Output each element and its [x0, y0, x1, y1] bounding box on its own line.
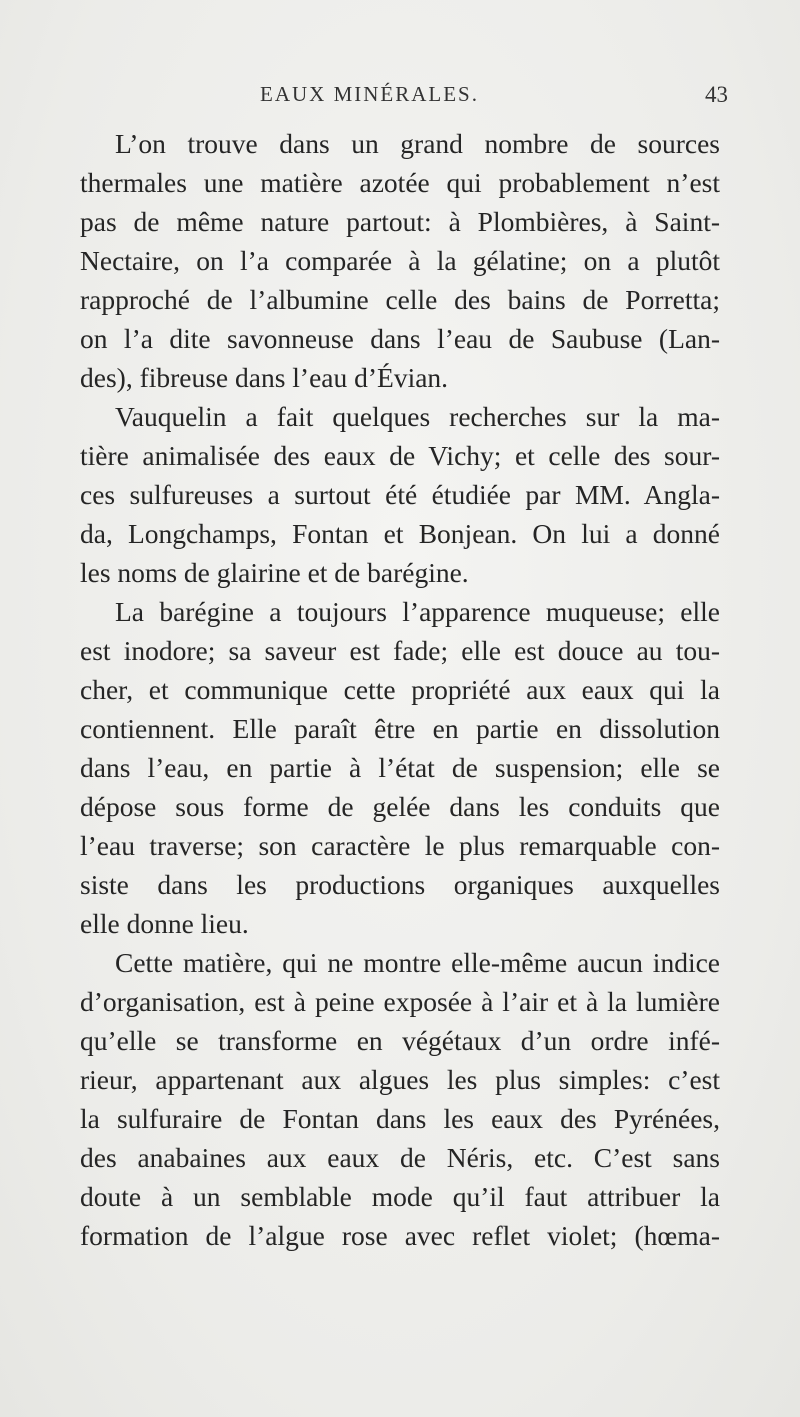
- text-line: l’eau traverse; son caractère le plus remarquable con-: [80, 830, 720, 861]
- text-line: formation de l’algue rose avec reflet violet; (hœma-: [80, 1220, 720, 1251]
- page-number: 43: [705, 82, 728, 107]
- text-line: La barégine a toujours l’apparence muqueuse; elle: [115, 596, 720, 627]
- text-line: cher, et communique cette propriété aux eaux qui la: [80, 674, 720, 705]
- text-line: rieur, appartenant aux algues les plus simples: c’est: [80, 1064, 720, 1095]
- text-line: on l’a dite savonneuse dans l’eau de Saubuse (Lan-: [80, 323, 720, 354]
- text-line: qu’elle se transforme en végétaux d’un ordre infé-: [80, 1025, 720, 1056]
- text-line: L’on trouve dans un grand nombre de sources: [115, 128, 720, 159]
- text-line: dans l’eau, en partie à l’état de suspension; elle se: [80, 752, 720, 783]
- running-title: EAUX MINÉRALES.: [260, 82, 479, 106]
- text-line: des anabaines aux eaux de Néris, etc. C’est sans: [80, 1142, 720, 1173]
- text-line: pas de même nature partout: à Plombières, à Saint-: [80, 206, 720, 237]
- text-line: rapproché de l’albumine celle des bains de Porretta;: [80, 284, 720, 315]
- text-line: contiennent. Elle paraît être en partie en dissolution: [80, 713, 720, 744]
- text-line: est inodore; sa saveur est fade; elle est douce au tou-: [80, 635, 720, 666]
- text-line: des), fibreuse dans l’eau d’Évian.: [80, 362, 449, 393]
- text-line: ces sulfureuses a surtout été étudiée par MM. Angla-: [80, 479, 720, 510]
- text-line: les noms de glairine et de barégine.: [80, 557, 469, 588]
- text-line: la sulfuraire de Fontan dans les eaux des Pyrénées,: [80, 1103, 720, 1134]
- text-line: da, Longchamps, Fontan et Bonjean. On lui a donné: [80, 518, 720, 549]
- text-line: Nectaire, on l’a comparée à la gélatine; on a plutôt: [80, 245, 720, 276]
- page-header: [0, 82, 800, 112]
- text-line: Cette matière, qui ne montre elle-même aucun indice: [115, 947, 720, 978]
- text-line: thermales une matière azotée qui probablement n’est: [80, 167, 720, 198]
- text-line: siste dans les productions organiques auxquelles: [80, 869, 720, 900]
- text-line: dépose sous forme de gelée dans les conduits que: [80, 791, 720, 822]
- text-line: elle donne lieu.: [80, 908, 249, 939]
- text-line: Vauquelin a fait quelques recherches sur la ma-: [115, 401, 720, 432]
- text-line: doute à un semblable mode qu’il faut attribuer la: [80, 1181, 720, 1212]
- text-line: tière animalisée des eaux de Vichy; et celle des sour-: [80, 440, 720, 471]
- text-line: d’organisation, est à peine exposée à l’air et à la lumière: [80, 986, 720, 1017]
